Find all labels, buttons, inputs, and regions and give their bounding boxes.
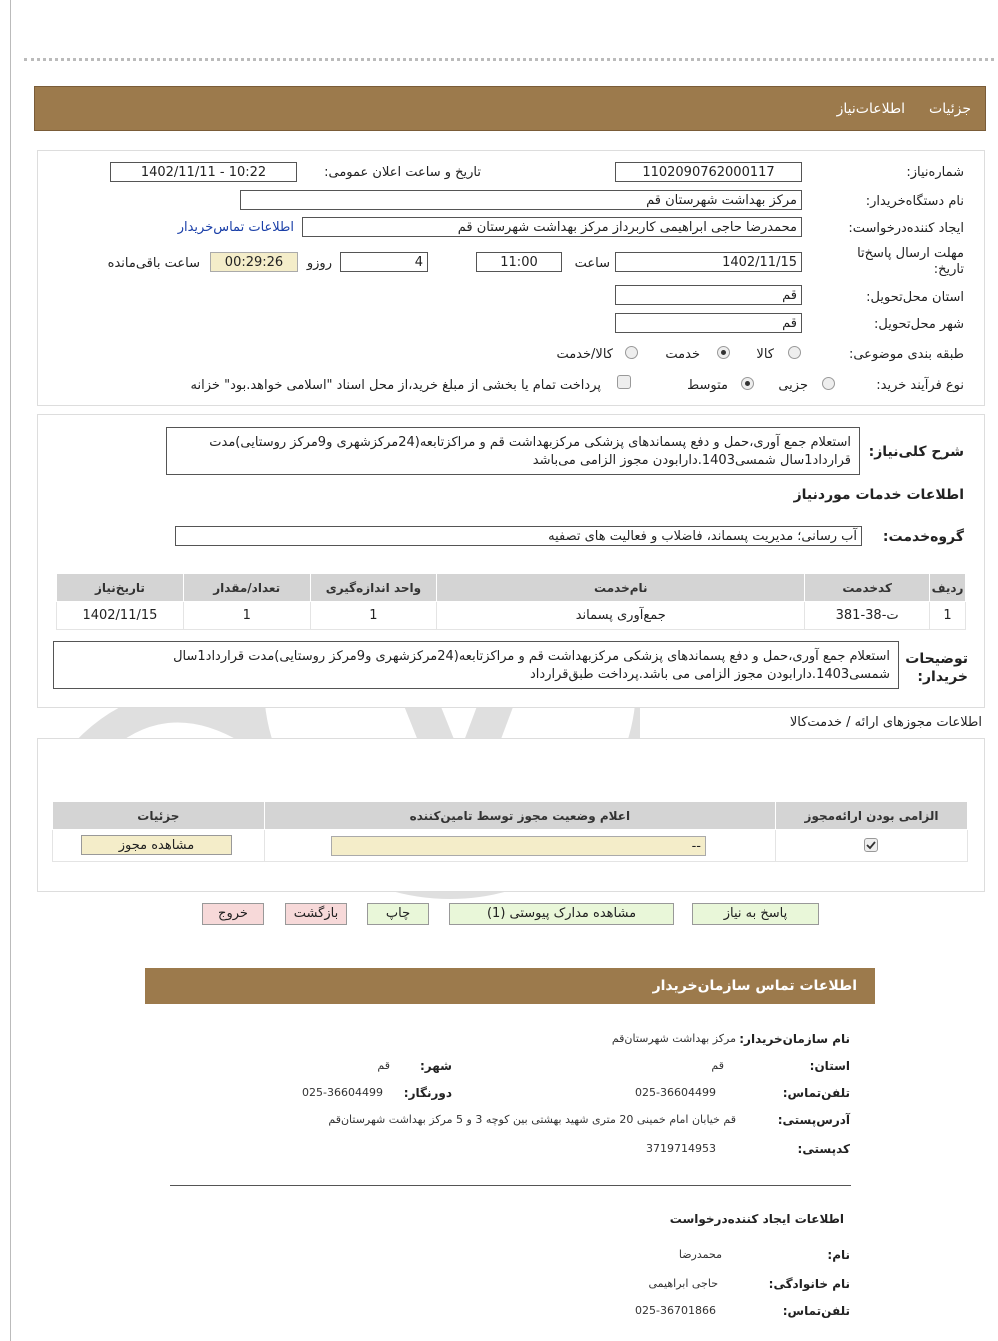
- contact-org-value: مرکز بهداشت شهرستان‌قم: [611, 1032, 736, 1045]
- reply-button[interactable]: پاسخ به نیاز: [692, 903, 819, 925]
- cell-qty: 1: [183, 602, 310, 630]
- announce-label: تاریخ و ساعت اعلان عمومی:: [324, 165, 481, 180]
- view-license-button[interactable]: مشاهده مجوز: [81, 835, 232, 855]
- view-attachments-button[interactable]: مشاهده مدارک پیوستی (1): [449, 903, 674, 925]
- contact-city-label: شهر:: [420, 1059, 452, 1073]
- dotted-separator: [24, 58, 994, 61]
- contact-phone-value: 025-36604499: [635, 1086, 716, 1099]
- city-field: قم: [615, 313, 802, 333]
- contact-postal-value: 3719714953: [646, 1142, 716, 1155]
- remaining-time-field: 00:29:26: [210, 252, 298, 272]
- province-field: قم: [615, 285, 802, 305]
- contact-fax-value: 025-36604499: [302, 1086, 383, 1099]
- announce-field: 1402/11/11 - 10:22: [110, 162, 297, 182]
- service-group-label: گروه‌خدمت:: [882, 529, 964, 545]
- page-header: [34, 86, 986, 131]
- contact-address-value: قم خیابان امام خمینی 20 متری شهید بهشتی بین کوچه 3 و 5 مرکز بهداشت شهرستان‌قم: [328, 1113, 736, 1126]
- creator-field: محمدرضا حاجی ابراهیمی کاربرداز مرکز بهداشت شهرستان قم: [302, 217, 802, 237]
- buyer-org-label: نام دستگاه‌خریدار:: [865, 194, 964, 209]
- contact-divider: [170, 1185, 851, 1186]
- license-status-field: --: [331, 836, 706, 856]
- category-radio-service[interactable]: [717, 346, 730, 359]
- creator-name-value: محمدرضا: [678, 1248, 722, 1261]
- contact-province-value: قم: [711, 1059, 724, 1072]
- treasury-checkbox[interactable]: [617, 375, 631, 389]
- province-label: استان محل‌تحویل:: [866, 290, 964, 305]
- deadline-label: مهلت ارسال پاسخ‌تا تاریخ:: [857, 246, 964, 277]
- category-option-goods: کالا: [756, 347, 774, 362]
- process-option-medium: متوسط: [687, 378, 728, 393]
- cell-row: 1: [930, 602, 966, 630]
- license-details-header: جزئیات: [53, 802, 265, 830]
- service-table: [56, 573, 966, 630]
- tab-need-info[interactable]: اطلاعات‌نیاز: [836, 101, 905, 117]
- creator-name-label: نام:: [827, 1248, 850, 1262]
- days-label: روزو: [306, 256, 332, 271]
- creator-family-value: حاجی ابراهیمی: [648, 1277, 718, 1290]
- license-title: اطلاعات مجوزهای ارائه / خدمت‌کالا: [789, 715, 982, 730]
- contact-org-label: نام سازمان‌خریدار:: [739, 1032, 850, 1046]
- contact-province-label: استان:: [809, 1059, 850, 1073]
- contact-postal-label: کدپستی:: [797, 1142, 850, 1156]
- cell-code: ت-38-381: [805, 602, 930, 630]
- cell-date: 1402/11/15: [57, 602, 184, 630]
- city-label: شهر محل‌تحویل:: [874, 317, 964, 332]
- contact-address-label: آدرس‌پستی:: [777, 1113, 850, 1127]
- deadline-date-field: 1402/11/15: [615, 252, 802, 272]
- category-label: طبقه بندی موضوعی:: [848, 347, 964, 362]
- creator-phone-value: 025-36701866: [635, 1304, 716, 1317]
- services-title: اطلاعات خدمات موردنیاز: [793, 487, 964, 503]
- need-info-panel: [37, 150, 985, 406]
- license-required-header: الزامی بودن ارائه‌مجوز: [776, 802, 968, 830]
- left-border-line: [10, 0, 11, 1341]
- buyer-contact-link[interactable]: اطلاعات تماس‌خریدار: [177, 220, 294, 235]
- treasury-note: پرداخت تمام یا بخشی از مبلغ خرید،از محل اسناد "اسلامی خواهد.بود" خزانه: [190, 378, 601, 393]
- contact-phone-label: تلفن‌تماس:: [782, 1086, 850, 1100]
- process-radio-minor[interactable]: [822, 377, 835, 390]
- tab-details[interactable]: جزئیات: [929, 101, 971, 117]
- process-radio-medium[interactable]: [741, 377, 754, 390]
- need-number-label: شماره‌نیاز:: [906, 165, 964, 180]
- check-icon: [865, 839, 877, 851]
- deadline-time-field: 11:00: [476, 252, 562, 272]
- col-date-header: تاریخ‌نیاز: [57, 574, 184, 602]
- print-button[interactable]: چاپ: [367, 903, 429, 925]
- col-name-header: نام‌خدمت: [437, 574, 805, 602]
- cell-unit: 1: [310, 602, 437, 630]
- buyer-org-field: مرکز بهداشت شهرستان قم: [240, 190, 802, 210]
- category-radio-both[interactable]: [625, 346, 638, 359]
- col-row-header: ردیف: [930, 574, 966, 602]
- creator-phone-label: تلفن‌تماس:: [782, 1304, 850, 1318]
- back-button[interactable]: بازگشت: [285, 903, 347, 925]
- col-qty-header: تعداد/مقدار: [183, 574, 310, 602]
- deadline-time-label: ساعت: [574, 256, 610, 271]
- contact-fax-label: دورنگار:: [403, 1086, 452, 1100]
- contact-header: [145, 968, 875, 1004]
- process-option-minor: جزیی: [778, 378, 808, 393]
- process-label: نوع فرآیند خرید:: [876, 378, 964, 393]
- category-option-service: خدمت: [665, 347, 700, 362]
- description-label: شرح کلی‌نیاز:: [868, 444, 964, 460]
- days-field: 4: [340, 252, 428, 272]
- category-option-both: کالا/خدمت: [556, 347, 613, 362]
- creator-family-label: نام خانوادگی:: [768, 1277, 850, 1291]
- col-unit-header: واحد اندازه‌گیری: [310, 574, 437, 602]
- category-radio-goods[interactable]: [788, 346, 801, 359]
- creator-label: ایجاد کننده‌درخواست:: [848, 221, 964, 236]
- col-code-header: کدخدمت: [805, 574, 930, 602]
- description-field: استعلام جمع آوری،حمل و دفع پسماندهای پزشکی مرکزبهداشت قم و مراکزتابعه(24مرکزشهری و9مرکز روستایی)مدت قرارداد1سال شمسی1403.دارابودن مجوز الزامی می‌باشد: [166, 427, 860, 475]
- buyer-notes-label: توضیحات خریدار:: [905, 651, 968, 685]
- buyer-notes-field: استعلام جمع آوری،حمل و دفع پسماندهای پزشکی مرکزبهداشت قم و مراکزتابعه(24مرکزشهری و9مرکز روستایی)مدت قرارداد1سال شمسی1403.دارابودن مجوز الزامی می باشد.پرداخت طبق‌قرارداد: [53, 641, 899, 689]
- creator-info-title: اطلاعات ایجاد کننده‌درخواست: [669, 1212, 844, 1226]
- remaining-label: ساعت باقی‌مانده: [107, 256, 200, 271]
- license-required-checkbox: [864, 838, 878, 852]
- need-number-field: 1102090762000117: [615, 162, 802, 182]
- table-row: [57, 602, 966, 630]
- contact-city-value: قم: [377, 1059, 390, 1072]
- exit-button[interactable]: خروج: [202, 903, 264, 925]
- contact-title: اطلاعات تماس سازمان‌خریدار: [652, 978, 857, 994]
- license-status-header: اعلام وضعیت مجوز توسط تامین‌کننده: [264, 802, 775, 830]
- cell-name: جمع‌آوری پسماند: [437, 602, 805, 630]
- service-group-field: آب رسانی؛ مدیریت پسماند، فاضلاب و فعالیت های تصفیه: [175, 526, 862, 546]
